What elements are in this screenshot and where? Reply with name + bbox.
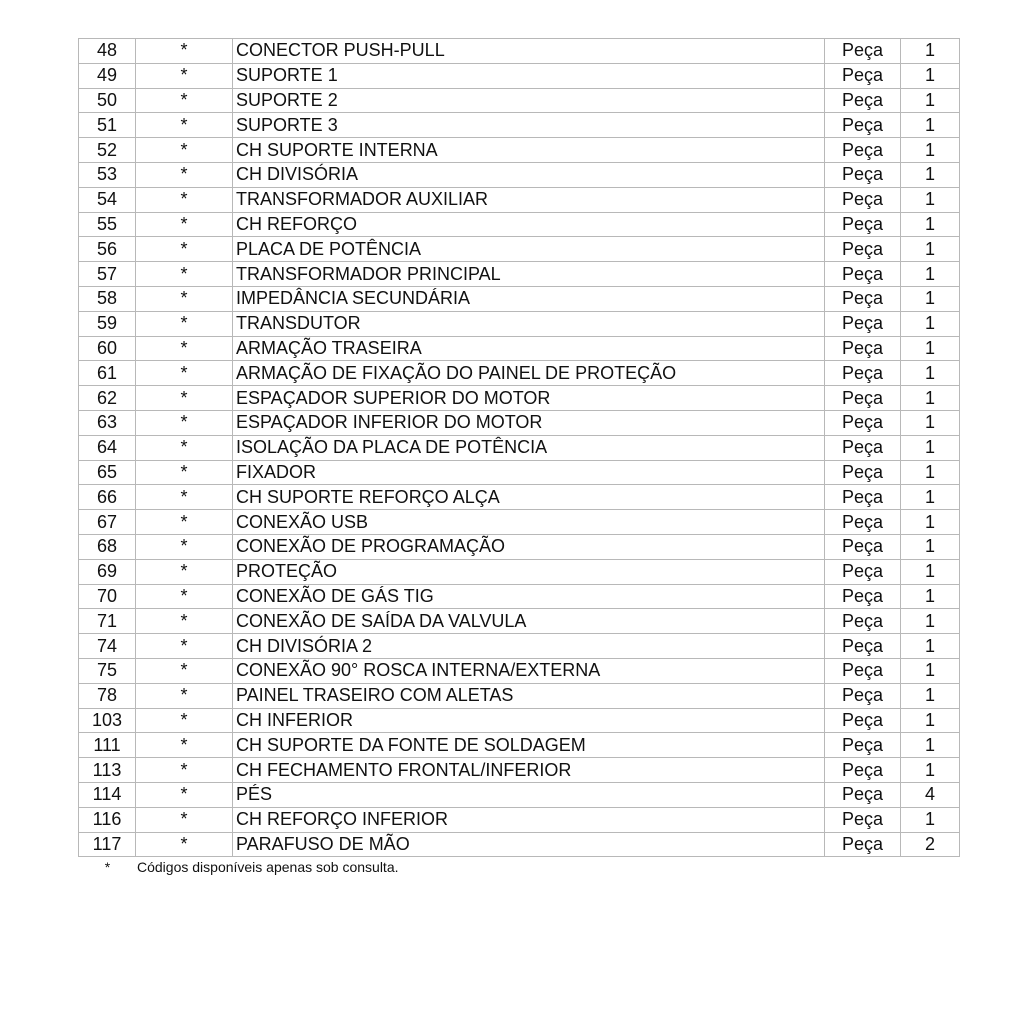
quantity-cell: 4 <box>901 782 960 807</box>
item-number-cell: 56 <box>79 237 136 262</box>
item-number-cell: 66 <box>79 485 136 510</box>
quantity-cell: 1 <box>901 88 960 113</box>
item-number-cell: 103 <box>79 708 136 733</box>
description-cell: CH SUPORTE REFORÇO ALÇA <box>233 485 825 510</box>
item-number-cell: 48 <box>79 39 136 64</box>
unit-cell: Peça <box>825 683 901 708</box>
description-cell: CH DIVISÓRIA 2 <box>233 634 825 659</box>
item-number-cell: 111 <box>79 733 136 758</box>
item-number-cell: 113 <box>79 758 136 783</box>
code-cell: * <box>136 237 233 262</box>
table-row <box>79 113 960 138</box>
unit-cell: Peça <box>825 138 901 163</box>
table-row <box>79 832 960 857</box>
quantity-cell: 1 <box>901 435 960 460</box>
unit-cell: Peça <box>825 311 901 336</box>
item-number-cell: 75 <box>79 658 136 683</box>
code-cell: * <box>136 336 233 361</box>
item-number-cell: 50 <box>79 88 136 113</box>
description-cell: TRANSDUTOR <box>233 311 825 336</box>
item-number-cell: 117 <box>79 832 136 857</box>
table-row <box>79 88 960 113</box>
description-cell: PARAFUSO DE MÃO <box>233 832 825 857</box>
table-row <box>79 510 960 535</box>
quantity-cell: 1 <box>901 758 960 783</box>
quantity-cell: 1 <box>901 336 960 361</box>
item-number-cell: 71 <box>79 609 136 634</box>
code-cell: * <box>136 311 233 336</box>
item-number-cell: 62 <box>79 386 136 411</box>
unit-cell: Peça <box>825 113 901 138</box>
table-row <box>79 311 960 336</box>
item-number-cell: 65 <box>79 460 136 485</box>
footnote-text: Códigos disponíveis apenas sob consulta. <box>137 859 399 875</box>
description-cell: PÉS <box>233 782 825 807</box>
table-row <box>79 559 960 584</box>
quantity-cell: 1 <box>901 386 960 411</box>
code-cell: * <box>136 435 233 460</box>
table-row <box>79 187 960 212</box>
quantity-cell: 1 <box>901 485 960 510</box>
table-row <box>79 782 960 807</box>
quantity-cell: 1 <box>901 658 960 683</box>
quantity-cell: 1 <box>901 559 960 584</box>
unit-cell: Peça <box>825 336 901 361</box>
unit-cell: Peça <box>825 584 901 609</box>
code-cell: * <box>136 832 233 857</box>
unit-cell: Peça <box>825 187 901 212</box>
quantity-cell: 1 <box>901 138 960 163</box>
code-cell: * <box>136 386 233 411</box>
description-cell: IMPEDÂNCIA SECUNDÁRIA <box>233 286 825 311</box>
table-row <box>79 39 960 64</box>
quantity-cell: 1 <box>901 584 960 609</box>
code-cell: * <box>136 510 233 535</box>
description-cell: ARMAÇÃO TRASEIRA <box>233 336 825 361</box>
description-cell: SUPORTE 3 <box>233 113 825 138</box>
code-cell: * <box>136 683 233 708</box>
table-row <box>79 410 960 435</box>
quantity-cell: 1 <box>901 733 960 758</box>
parts-table <box>78 38 960 857</box>
table-row <box>79 807 960 832</box>
code-cell: * <box>136 39 233 64</box>
description-cell: CH INFERIOR <box>233 708 825 733</box>
unit-cell: Peça <box>825 733 901 758</box>
table-row <box>79 212 960 237</box>
item-number-cell: 114 <box>79 782 136 807</box>
code-cell: * <box>136 361 233 386</box>
table-row <box>79 733 960 758</box>
code-cell: * <box>136 782 233 807</box>
item-number-cell: 116 <box>79 807 136 832</box>
description-cell: ARMAÇÃO DE FIXAÇÃO DO PAINEL DE PROTEÇÃO <box>233 361 825 386</box>
table-row <box>79 386 960 411</box>
quantity-cell: 1 <box>901 683 960 708</box>
unit-cell: Peça <box>825 286 901 311</box>
footnote <box>78 859 399 875</box>
unit-cell: Peça <box>825 212 901 237</box>
code-cell: * <box>136 162 233 187</box>
quantity-cell: 1 <box>901 460 960 485</box>
description-cell: CONEXÃO DE PROGRAMAÇÃO <box>233 534 825 559</box>
code-cell: * <box>136 733 233 758</box>
code-cell: * <box>136 410 233 435</box>
code-cell: * <box>136 758 233 783</box>
code-cell: * <box>136 212 233 237</box>
description-cell: TRANSFORMADOR AUXILIAR <box>233 187 825 212</box>
unit-cell: Peça <box>825 782 901 807</box>
table-row <box>79 162 960 187</box>
unit-cell: Peça <box>825 485 901 510</box>
code-cell: * <box>136 534 233 559</box>
unit-cell: Peça <box>825 758 901 783</box>
description-cell: CONEXÃO DE SAÍDA DA VALVULA <box>233 609 825 634</box>
unit-cell: Peça <box>825 237 901 262</box>
item-number-cell: 69 <box>79 559 136 584</box>
unit-cell: Peça <box>825 435 901 460</box>
item-number-cell: 59 <box>79 311 136 336</box>
table-row <box>79 609 960 634</box>
table-row <box>79 237 960 262</box>
description-cell: SUPORTE 2 <box>233 88 825 113</box>
item-number-cell: 74 <box>79 634 136 659</box>
unit-cell: Peça <box>825 708 901 733</box>
unit-cell: Peça <box>825 63 901 88</box>
table-row <box>79 460 960 485</box>
quantity-cell: 1 <box>901 187 960 212</box>
description-cell: CH SUPORTE DA FONTE DE SOLDAGEM <box>233 733 825 758</box>
table-row <box>79 336 960 361</box>
quantity-cell: 1 <box>901 708 960 733</box>
quantity-cell: 1 <box>901 609 960 634</box>
unit-cell: Peça <box>825 832 901 857</box>
item-number-cell: 67 <box>79 510 136 535</box>
description-cell: SUPORTE 1 <box>233 63 825 88</box>
unit-cell: Peça <box>825 361 901 386</box>
quantity-cell: 1 <box>901 510 960 535</box>
unit-cell: Peça <box>825 510 901 535</box>
unit-cell: Peça <box>825 658 901 683</box>
code-cell: * <box>136 658 233 683</box>
description-cell: CH REFORÇO INFERIOR <box>233 807 825 832</box>
description-cell: CH FECHAMENTO FRONTAL/INFERIOR <box>233 758 825 783</box>
unit-cell: Peça <box>825 807 901 832</box>
description-cell: FIXADOR <box>233 460 825 485</box>
code-cell: * <box>136 63 233 88</box>
description-cell: ISOLAÇÃO DA PLACA DE POTÊNCIA <box>233 435 825 460</box>
unit-cell: Peça <box>825 609 901 634</box>
item-number-cell: 52 <box>79 138 136 163</box>
unit-cell: Peça <box>825 559 901 584</box>
item-number-cell: 53 <box>79 162 136 187</box>
description-cell: CONEXÃO DE GÁS TIG <box>233 584 825 609</box>
code-cell: * <box>136 187 233 212</box>
description-cell: CH DIVISÓRIA <box>233 162 825 187</box>
table-row <box>79 361 960 386</box>
description-cell: CONEXÃO USB <box>233 510 825 535</box>
description-cell: CONEXÃO 90° ROSCA INTERNA/EXTERNA <box>233 658 825 683</box>
item-number-cell: 60 <box>79 336 136 361</box>
unit-cell: Peça <box>825 88 901 113</box>
code-cell: * <box>136 113 233 138</box>
table-row <box>79 634 960 659</box>
description-cell: CH SUPORTE INTERNA <box>233 138 825 163</box>
code-cell: * <box>136 807 233 832</box>
code-cell: * <box>136 262 233 287</box>
item-number-cell: 70 <box>79 584 136 609</box>
item-number-cell: 57 <box>79 262 136 287</box>
table-row <box>79 262 960 287</box>
code-cell: * <box>136 584 233 609</box>
table-row <box>79 435 960 460</box>
item-number-cell: 51 <box>79 113 136 138</box>
item-number-cell: 63 <box>79 410 136 435</box>
item-number-cell: 68 <box>79 534 136 559</box>
item-number-cell: 78 <box>79 683 136 708</box>
unit-cell: Peça <box>825 534 901 559</box>
code-cell: * <box>136 708 233 733</box>
table-row <box>79 63 960 88</box>
code-cell: * <box>136 286 233 311</box>
code-cell: * <box>136 485 233 510</box>
unit-cell: Peça <box>825 262 901 287</box>
description-cell: PROTEÇÃO <box>233 559 825 584</box>
table-row <box>79 584 960 609</box>
table-row <box>79 138 960 163</box>
quantity-cell: 1 <box>901 534 960 559</box>
table-row <box>79 658 960 683</box>
unit-cell: Peça <box>825 634 901 659</box>
unit-cell: Peça <box>825 39 901 64</box>
unit-cell: Peça <box>825 162 901 187</box>
parts-table-body <box>79 39 960 857</box>
description-cell: PAINEL TRASEIRO COM ALETAS <box>233 683 825 708</box>
quantity-cell: 1 <box>901 262 960 287</box>
description-cell: PLACA DE POTÊNCIA <box>233 237 825 262</box>
table-row <box>79 708 960 733</box>
item-number-cell: 58 <box>79 286 136 311</box>
unit-cell: Peça <box>825 410 901 435</box>
description-cell: ESPAÇADOR INFERIOR DO MOTOR <box>233 410 825 435</box>
quantity-cell: 1 <box>901 361 960 386</box>
table-row <box>79 758 960 783</box>
item-number-cell: 61 <box>79 361 136 386</box>
table-row <box>79 683 960 708</box>
item-number-cell: 64 <box>79 435 136 460</box>
quantity-cell: 1 <box>901 311 960 336</box>
code-cell: * <box>136 460 233 485</box>
table-row <box>79 485 960 510</box>
footnote-mark: * <box>104 859 111 875</box>
description-cell: TRANSFORMADOR PRINCIPAL <box>233 262 825 287</box>
code-cell: * <box>136 138 233 163</box>
quantity-cell: 2 <box>901 832 960 857</box>
quantity-cell: 1 <box>901 410 960 435</box>
quantity-cell: 1 <box>901 162 960 187</box>
quantity-cell: 1 <box>901 39 960 64</box>
table-row <box>79 286 960 311</box>
quantity-cell: 1 <box>901 113 960 138</box>
item-number-cell: 54 <box>79 187 136 212</box>
quantity-cell: 1 <box>901 63 960 88</box>
quantity-cell: 1 <box>901 237 960 262</box>
table-row <box>79 534 960 559</box>
description-cell: CONECTOR PUSH-PULL <box>233 39 825 64</box>
code-cell: * <box>136 609 233 634</box>
item-number-cell: 49 <box>79 63 136 88</box>
description-cell: CH REFORÇO <box>233 212 825 237</box>
code-cell: * <box>136 88 233 113</box>
quantity-cell: 1 <box>901 286 960 311</box>
unit-cell: Peça <box>825 386 901 411</box>
description-cell: ESPAÇADOR SUPERIOR DO MOTOR <box>233 386 825 411</box>
code-cell: * <box>136 634 233 659</box>
quantity-cell: 1 <box>901 634 960 659</box>
code-cell: * <box>136 559 233 584</box>
item-number-cell: 55 <box>79 212 136 237</box>
unit-cell: Peça <box>825 460 901 485</box>
quantity-cell: 1 <box>901 212 960 237</box>
quantity-cell: 1 <box>901 807 960 832</box>
